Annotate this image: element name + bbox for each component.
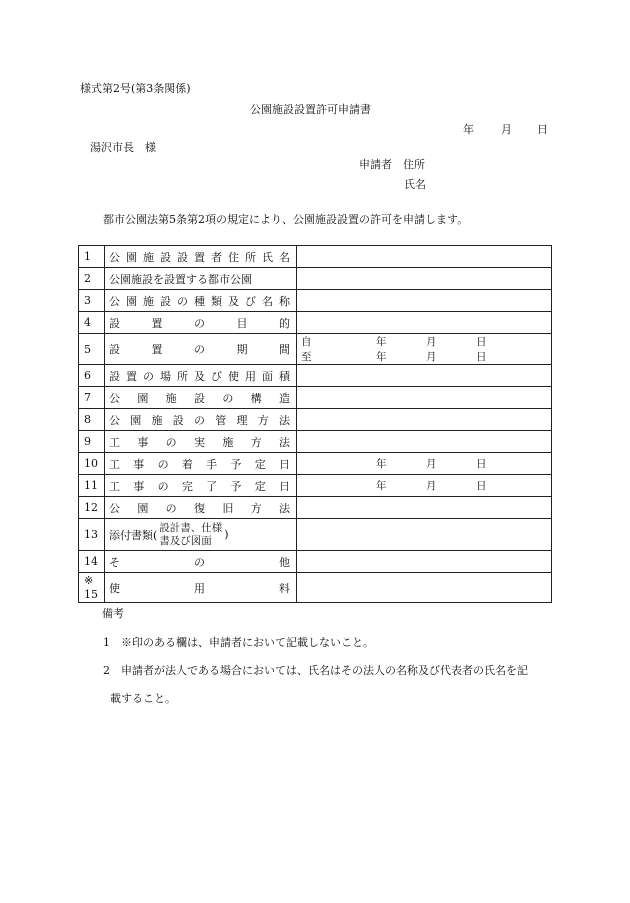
date-prefix: 至 [301,351,312,363]
label-char: 予 [230,479,242,493]
label-char: の [222,391,234,405]
row-number: 1 [79,246,105,268]
label-char: 置 [126,369,137,383]
label-char: 復 [193,501,205,515]
label-char: 公 [109,250,120,264]
label-char: 定 [254,457,266,471]
row-label [105,519,297,551]
attach-documents [157,522,224,548]
label-char: 工 [109,457,120,471]
row-number: 13 [79,519,105,551]
row-label [105,365,297,387]
label-char: 方 [257,413,269,427]
intro-text: 都市公園法第5条第2項の規定により、公園施設設置の許可を申請します。 [103,213,469,226]
table-row [79,334,552,365]
date-prefix [297,478,376,493]
label-char: 用 [194,581,205,595]
date-year: 年 [463,123,474,136]
label-char: び [211,369,222,383]
row-number: 9 [79,431,105,453]
table-row [79,246,552,268]
label-char: 設 [172,413,184,427]
label-char: 理 [236,413,248,427]
label-char: の [157,457,169,471]
row-value-field[interactable] [297,453,552,475]
label-char: の [165,435,177,449]
label-char: 名 [279,250,290,264]
row-value-field[interactable] [297,497,552,519]
label-char: 構 [250,391,262,405]
day-unit: 日 [476,336,487,348]
remark-item-1: 1 ※印のある欄は、申請者において記載しないこと。 [103,636,374,649]
application-date [463,121,548,137]
row-number: 8 [79,409,105,431]
applicant-address-label: 申請者 住所 [359,158,425,171]
label-char: そ [109,555,120,569]
month-unit: 月 [426,480,437,492]
date-day: 日 [537,123,548,136]
row-number: 3 [79,290,105,312]
label-char: 所 [177,369,188,383]
label-char: 実 [193,435,205,449]
label-char: 公園施設を設置する都市公園 [109,272,252,286]
label-char: 法 [278,435,290,449]
row-number: 12 [79,497,105,519]
label-char: 使 [228,369,239,383]
label-char: 場 [160,369,171,383]
row-label [105,246,297,268]
row-label [105,551,297,573]
label-char: 用 [245,369,256,383]
row-number: 11 [79,475,105,497]
label-char: 日 [278,479,290,493]
attach-doc-line-1: 設計書、仕様 [159,521,223,534]
label-char: 及 [228,294,239,308]
label-char: 間 [279,343,290,356]
row-label [105,268,297,290]
label-char: 称 [279,294,290,308]
label-char: 方 [250,435,262,449]
label-char: の [194,413,205,427]
label-char: 定 [254,479,266,493]
label-char: 面 [262,369,273,383]
row-value-field[interactable] [297,290,552,312]
row-number-value: 15 [84,587,98,601]
label-char: 事 [133,457,145,471]
row-value-field[interactable] [297,431,552,453]
application-table [78,245,552,603]
label-char: 法 [278,501,290,515]
addressee: 湯沢市長 様 [90,141,156,154]
remark-item-2-continued: 載すること。 [110,692,176,705]
row-value-field[interactable] [297,519,552,551]
row-number-mark: ※ [84,573,94,587]
label-char: 園 [126,250,137,264]
attach-close-paren: ) [224,528,229,541]
year-unit: 年 [376,458,387,470]
label-char: 設 [109,369,120,383]
label-char: 公 [109,294,120,308]
row-label [105,573,297,603]
label-char: 管 [215,413,227,427]
label-char: 設 [160,250,171,264]
label-char: 設 [160,294,171,308]
label-char: 事 [133,479,145,493]
table-row [79,431,552,453]
label-char: 園 [126,294,137,308]
label-char: 料 [279,581,290,595]
date-line [297,456,551,471]
label-char: 及 [194,369,205,383]
date-line-from [297,334,551,349]
label-char: 事 [137,435,149,449]
label-char: 設 [177,250,188,264]
label-char: 施 [143,294,154,308]
table-row [79,519,552,551]
label-char: 公 [109,413,120,427]
row-number: 4 [79,312,105,334]
label-char: 施 [151,413,163,427]
remarks-title: 備考 [102,607,124,620]
label-char: 類 [211,294,222,308]
row-value-field[interactable] [297,387,552,409]
month-unit: 月 [426,458,437,470]
table-row [79,268,552,290]
row-value-field[interactable] [297,365,552,387]
row-label [105,387,297,409]
label-char: 積 [279,369,290,383]
row-label [105,497,297,519]
table-row [79,475,552,497]
label-char: 旧 [222,501,234,515]
label-char: 着 [181,457,193,471]
label-char: 予 [230,457,242,471]
label-char: の [177,294,188,308]
applicant-name-label: 氏名 [404,178,426,191]
table-row [79,409,552,431]
table-row [79,387,552,409]
year-unit: 年 [376,351,387,363]
label-char: 期 [236,343,248,356]
year-unit: 年 [376,336,387,348]
label-char: 園 [130,413,142,427]
row-value-field[interactable] [297,312,552,334]
attach-doc-line-2: 書及び図面 [159,534,212,547]
label-char: 設 [193,391,205,405]
label-char: び [245,294,256,308]
document-title: 公園施設設置許可申請書 [250,103,371,116]
month-unit: 月 [426,336,437,348]
label-char: 者 [211,250,222,264]
label-char: 置 [194,250,205,264]
label-char: 手 [206,457,218,471]
date-prefix [297,456,376,471]
label-char: 公 [109,391,120,405]
date-month: 月 [501,123,512,136]
attach-label: 添付書類( [109,528,158,542]
month-unit: 月 [426,351,437,363]
row-label [105,409,297,431]
row-label [105,431,297,453]
label-char: 日 [278,457,290,471]
label-char: 使 [109,581,120,595]
label-char: 名 [262,294,273,308]
row-label [105,334,297,365]
label-char: 施 [143,250,154,264]
label-char: の [194,316,205,330]
label-char: 他 [279,555,290,569]
label-char: の [165,501,177,515]
label-char: 氏 [262,250,273,264]
label-char: 工 [109,479,120,493]
day-unit: 日 [476,351,487,363]
label-char: 設 [109,316,120,330]
row-number: 14 [79,551,105,573]
row-label [105,453,297,475]
label-char: 所 [245,250,256,264]
row-value-field[interactable] [297,409,552,431]
day-unit: 日 [476,480,487,492]
remark-item-2: 2 申請者が法人である場合においては、氏名はその法人の名称及び代表者の氏名を記 [103,664,528,677]
table-row [79,312,552,334]
label-char: 造 [278,391,290,405]
label-char: 了 [206,479,218,493]
row-value-field[interactable] [297,246,552,268]
day-unit: 日 [476,458,487,470]
row-value-field[interactable] [297,573,552,603]
label-char: の [194,555,205,569]
table-row [79,573,552,603]
date-line-to [297,349,551,364]
row-value-field[interactable] [297,475,552,497]
table-row [79,497,552,519]
label-char: 公 [109,501,120,515]
table-row [79,290,552,312]
row-number: 7 [79,387,105,409]
row-label [105,290,297,312]
label-char: 施 [165,391,177,405]
table-row [79,551,552,573]
year-unit: 年 [376,480,387,492]
label-char: 目 [236,316,248,330]
label-char: 種 [194,294,205,308]
date-prefix: 自 [301,336,312,348]
form-number: 様式第2号(第3条関係) [80,82,191,95]
label-char: 施 [222,435,234,449]
label-char: の [143,369,154,383]
row-number: 10 [79,453,105,475]
row-number [79,573,105,603]
row-number: 2 [79,268,105,290]
label-char: 方 [250,501,262,515]
row-number: 6 [79,365,105,387]
row-value-field[interactable] [297,268,552,290]
table-row [79,453,552,475]
row-value-field[interactable] [297,334,552,365]
label-char: 住 [228,250,239,264]
row-label [105,312,297,334]
label-char: 園 [137,501,149,515]
label-char: 置 [151,316,163,330]
label-char: の [194,343,205,356]
label-char: 工 [109,435,120,449]
label-char: 園 [137,391,149,405]
row-number: 5 [79,334,105,365]
row-label [105,475,297,497]
date-line [297,478,551,493]
label-char: 完 [181,479,193,493]
table-row [79,365,552,387]
row-value-field[interactable] [297,551,552,573]
label-char: 法 [279,413,290,427]
label-char: 的 [279,316,290,330]
label-char: 置 [151,343,163,356]
label-char: 設 [109,343,120,356]
label-char: の [157,479,169,493]
